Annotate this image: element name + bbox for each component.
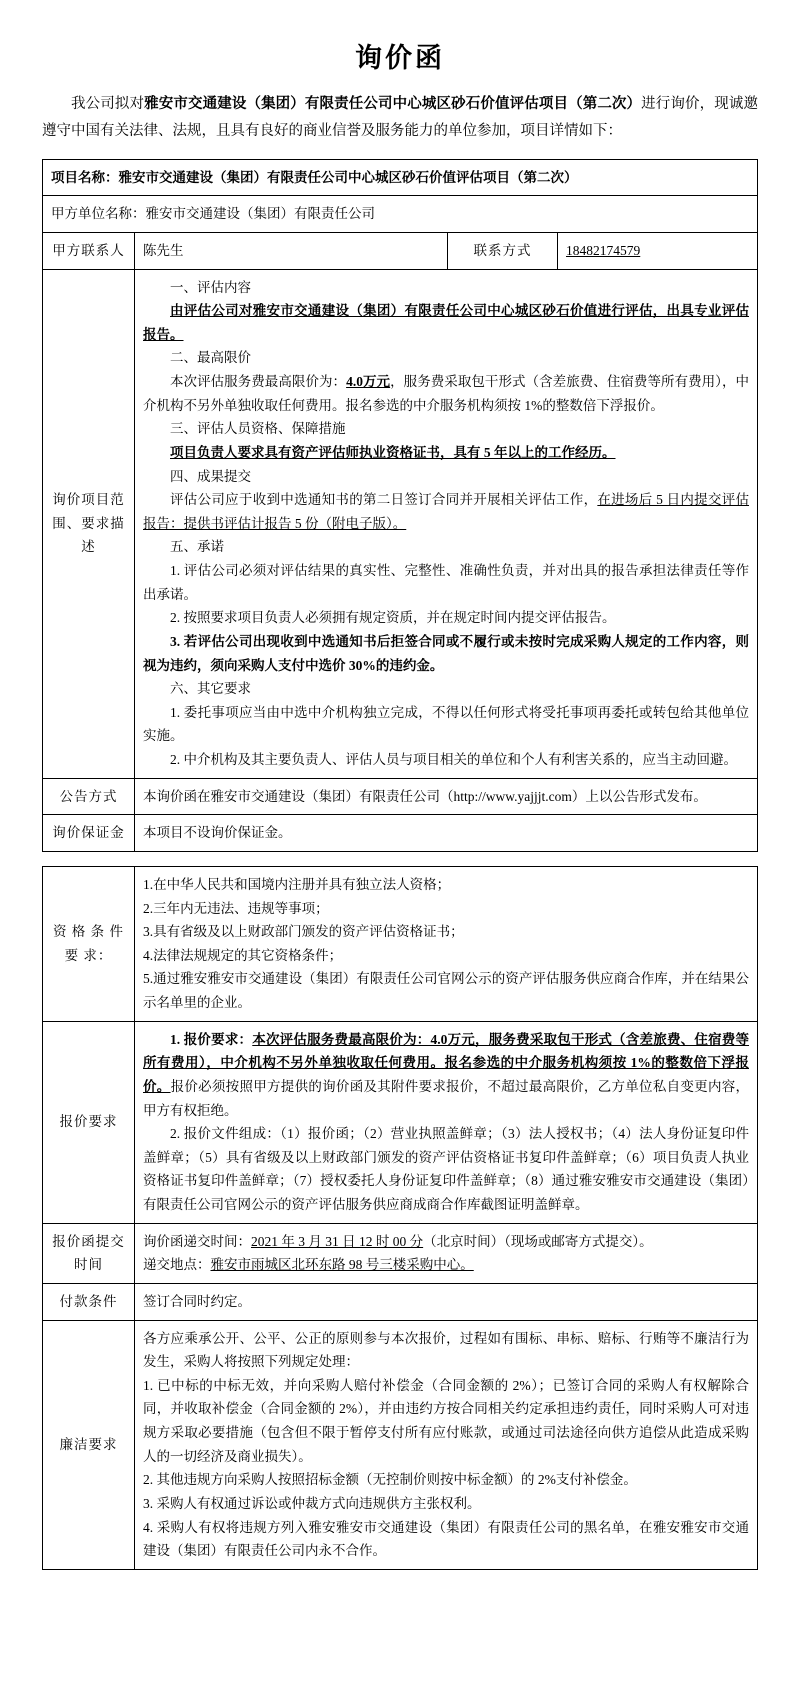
page-title: 询价函 [355, 43, 445, 73]
table-row-project-name [43, 159, 758, 196]
scope-p6-2: 2. 中介机构及其主要负责人、评估人员与项目相关的单位和个人有利害关系的，应当主动回避。 [170, 752, 737, 767]
list-item: 5.通过雅安雅安市交通建设（集团）有限责任公司官网公示的资产评估服务供应商合作库，并在结果公示名单里的企业。 [143, 971, 749, 1010]
integrity-p2: 2. 其他违规方向采购人按照招标金额（无控制价则按中标金额）的 2%支付补偿金。 [143, 1472, 637, 1488]
deposit-value: 本项目不设询价保证金。 [135, 815, 758, 852]
list-item: 1.在中华人民共和国境内注册并具有独立法人资格； [143, 876, 451, 892]
scope-p5-2: 2. 按照要求项目负责人必须拥有规定资质，并在规定时间内提交评估报告。 [170, 610, 616, 626]
submit-place-value: 雅安市雨城区北环东路 98 号三楼采购中心。 [210, 1257, 474, 1273]
scope-p1-text: 由评估公司对雅安市交通建设（集团）有限责任公司中心城区砂石价值进行评估，出具专业评估报告。 [143, 303, 749, 342]
table-row-contact [43, 232, 758, 269]
integrity-label: 廉洁要求 [43, 1320, 135, 1569]
scope-p3 [143, 441, 749, 465]
quote-max-price: 4.0万元 [430, 1031, 476, 1047]
scope-h1: 一、评估内容 [170, 279, 251, 295]
phone-label: 联系方式 [448, 232, 558, 269]
scope-p2-a: 本次评估服务费最高限价为： [170, 374, 347, 389]
integrity-p1: 1. 已中标的中标无效，并向采购人赔付补偿金（合同金额的 2%）；已签订合同的采购人有权解除合同，并收取补偿金（合同金额的 2%），并由违约方按合同相关约定承担违约责任，同时采购人可对违规方采取必要措施（包含但不限于暂停支付所有应付账款，或通过司法途径向供方追偿从此造成采购人的一切经济及商业损失）。 [143, 1377, 749, 1464]
submit-time-suffix: （北京时间）（现场或邮寄方式提交）。 [423, 1233, 653, 1249]
submit-place-line [143, 1253, 749, 1277]
table-row-payment [43, 1283, 758, 1320]
scope-label: 询价项目范围、要求描述 [43, 269, 135, 778]
notice-text-a: 本询价函在雅安市交通建设（集团）有限责任公司（ [143, 788, 454, 804]
contact-label: 甲方联系人 [43, 232, 135, 269]
quote-label: 报价要求 [43, 1021, 135, 1223]
quote-p2: 2. 报价文件组成：（1）报价函；（2）营业执照盖鲜章；（3）法人授权书；（4）法人身份证复印件盖鲜章；（5）具有省级及以上财政部门颁发的资产评估资格证书复印件盖鲜章；（6）项目负责人执业资格证书复印件盖鲜章；（7）授权委托人身份证复印件盖鲜章；（8）通过雅安雅安市交通建设（集团）有限责任公司官网公示的资产评估服务供应商成商合作库截图证明盖鲜章。 [143, 1126, 749, 1212]
phone-number: 18482174579 [566, 242, 641, 258]
intro-project-name: 雅安市交通建设（集团）有限责任公司中心城区砂石价值评估项目（第二次） [144, 96, 642, 112]
quote-p1 [143, 1028, 749, 1123]
notice-label: 公告方式 [43, 778, 135, 815]
payment-label: 付款条件 [43, 1283, 135, 1320]
contact-value: 陈先生 [135, 232, 448, 269]
payment-value: 签订合同时约定。 [135, 1283, 758, 1320]
scope-p5-3 [143, 630, 749, 677]
project-name-label: 项目名称： [51, 169, 119, 185]
integrity-p3: 3. 采购人有权通过诉讼或仲裁方式向违规供方主张权利。 [143, 1495, 481, 1511]
table-row-submit-time [43, 1223, 758, 1283]
notice-url[interactable]: http://www.yajjjt.com [453, 788, 572, 804]
scope-p5-3-text: 3. 若评估公司出现收到中选通知书后拒签合同或不履行或未按时完成采购人规定的工作内容，则视为违约，须向采购人支付中选价 30%的违约金。 [143, 633, 749, 673]
list-item: 2.三年内无违法、违规等事项； [143, 900, 329, 916]
submit-time-prefix: 询价函递交时间： [143, 1233, 251, 1249]
project-name-cell [43, 159, 758, 196]
scope-h4: 四、成果提交 [170, 468, 251, 484]
project-name-value: 雅安市交通建设（集团）有限责任公司中心城区砂石价值评估项目（第二次） [118, 169, 578, 185]
table-row-integrity [43, 1320, 758, 1569]
scope-content [135, 269, 758, 778]
scope-h5: 五、承诺 [170, 539, 224, 555]
qualification-label: 资 格 条 件 要 求： [43, 866, 135, 1021]
scope-p2 [143, 370, 749, 417]
notice-text-b: ）上以公告形式发布。 [571, 788, 707, 804]
party-a-label: 甲方单位名称： [51, 206, 146, 222]
scope-max-price: 4.0万元 [346, 374, 391, 389]
intro-paragraph [42, 91, 758, 145]
quote-p1-num: 1. 报价要求： [170, 1031, 253, 1047]
party-a-cell [43, 196, 758, 233]
table-row-qualification [43, 866, 758, 1021]
requirements-table [42, 866, 758, 1570]
submit-place-prefix: 递交地点： [143, 1257, 211, 1273]
intro-suffix: 进行询价，现诚邀遵守中国有关法律、法规，且具有良好的商业信誉及服务能力的单位参加，项目详情如下： [42, 96, 759, 139]
table-row-quote [43, 1021, 758, 1223]
scope-p4 [143, 488, 749, 535]
notice-content [135, 778, 758, 815]
submit-content [135, 1223, 758, 1283]
scope-h3: 三、评估人员资格、保障措施 [170, 421, 346, 437]
submit-time-line [143, 1230, 749, 1254]
quote-content [135, 1021, 758, 1223]
scope-h2: 二、最高限价 [170, 350, 251, 366]
table-gap [42, 852, 758, 866]
integrity-p4: 4. 采购人有权将违规方列入雅安雅安市交通建设（集团）有限责任公司的黑名单，在雅安雅安市交通建设（集团）有限责任公司内永不合作。 [143, 1519, 749, 1559]
scope-h6: 六、其它要求 [170, 681, 251, 697]
scope-p1 [143, 299, 749, 346]
quote-p1-u1: 本次评估服务费最高限价为： [252, 1031, 431, 1047]
list-item: 4.法律法规规定的其它资格条件； [143, 947, 343, 963]
main-info-table [42, 159, 758, 852]
list-item: 3.具有省级及以上财政部门颁发的资产评估资格证书； [143, 924, 464, 940]
quote-p1-rest: 报价必须按照甲方提供的询价函及其附件要求报价，不超过最高限价，乙方单位私自变更内容，甲方有权拒绝。 [143, 1078, 750, 1118]
scope-p6-1: 1. 委托事项应当由中选中介机构独立完成，不得以任何形式将受托事项再委托或转包给其他单位实施。 [143, 704, 749, 744]
submit-label: 报价函提交时间 [43, 1223, 135, 1283]
table-row-scope [43, 269, 758, 778]
scope-p4-underline: 在进场后 5 日内提交评估报告：提供书评估计报告 5 份（附电子版）。 [143, 492, 750, 531]
scope-p5-1: 1. 评估公司必须对评估结果的真实性、完整性、准确性负责，并对出具的报告承担法律责任等作出承诺。 [143, 563, 749, 602]
submit-time-value: 2021 年 3 月 31 日 12 时 00 分 [251, 1233, 424, 1249]
intro-prefix: 我公司拟对 [71, 96, 145, 112]
table-row-party-a [43, 196, 758, 233]
scope-p4-a: 评估公司应于收到中选通知书的第二日签订合同并开展相关评估工作， [170, 492, 598, 508]
phone-value [558, 232, 758, 269]
party-a-value: 雅安市交通建设（集团）有限责任公司 [145, 206, 375, 222]
integrity-p0: 各方应乘承公开、公平、公正的原则参与本次报价，过程如有围标、串标、赔标、行贿等不廉洁行为发生，采购人将按照下列规定处理： [143, 1330, 749, 1370]
table-row-deposit [43, 815, 758, 852]
quote-p1-u2: ，服务费采取包干形式（含差旅费、住宿费等所有费用），中介机构不另外单独收取任何费用。报名参选的中介服务机构须按 1%的整数倍下浮报价。 [143, 1031, 750, 1094]
table-row-notice [43, 778, 758, 815]
integrity-content [135, 1320, 758, 1569]
deposit-label: 询价保证金 [43, 815, 135, 852]
scope-p3-text: 项目负责人要求具有资产评估师执业资格证书，具有 5 年以上的工作经历。 [170, 444, 616, 460]
qualification-content [135, 866, 758, 1021]
scope-p2-b: ，服务费采取包干形式（含差旅费、住宿费等所有费用），中介机构不另外单独收取任何费用。报名参选的中介服务机构须按 1%的整数倍下浮报价。 [143, 374, 750, 413]
